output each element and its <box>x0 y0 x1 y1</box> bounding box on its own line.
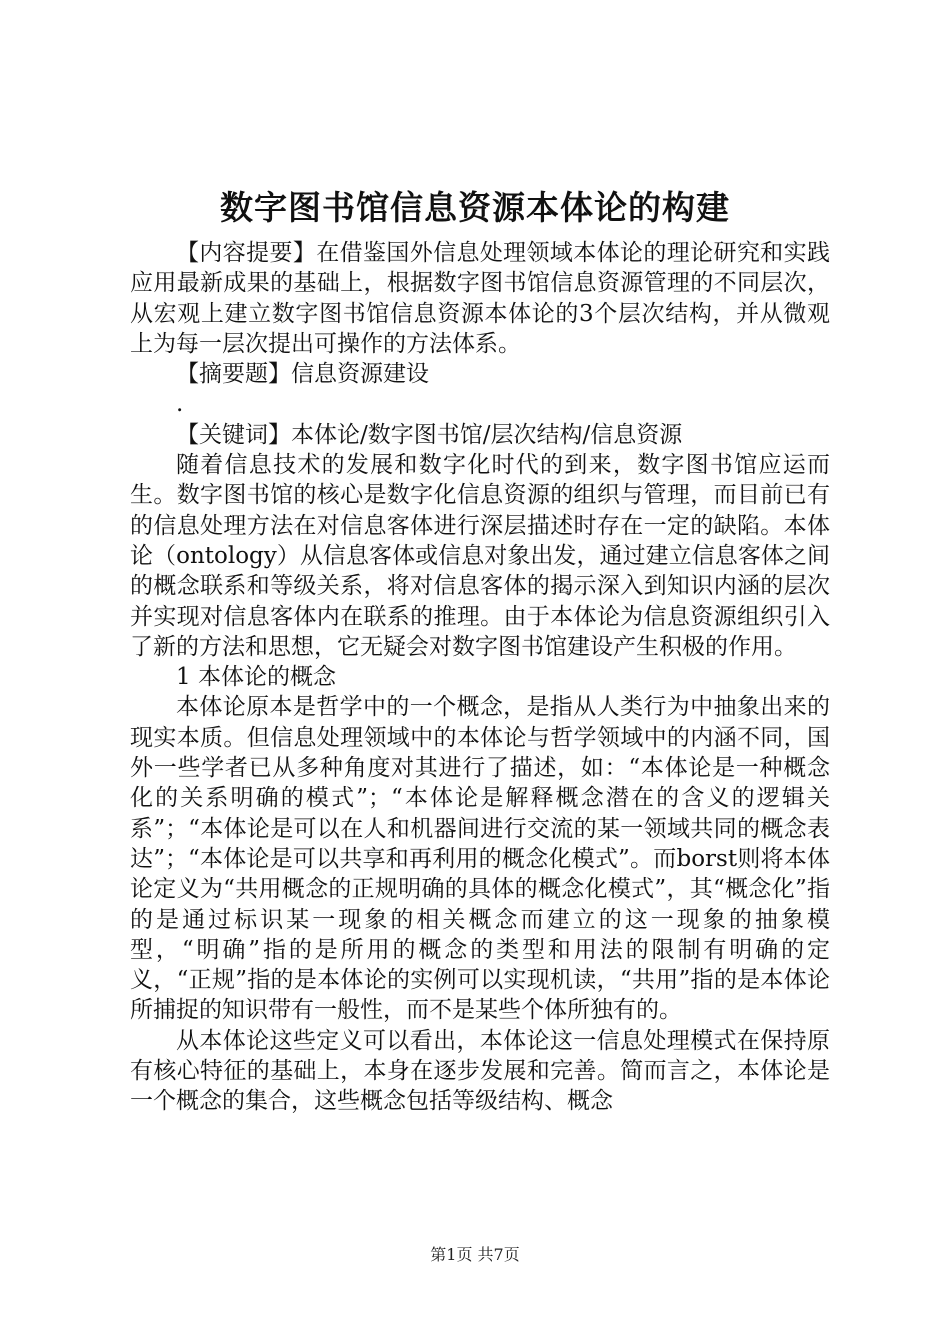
keywords-line: 【关键词】本体论/数字图书馆/层次结构/信息资源 <box>176 421 683 448</box>
separator-dot: . <box>176 391 184 418</box>
subject-line: 【摘要题】信息资源建设 <box>176 361 429 388</box>
section-paragraph-definitions: 本体论原本是哲学中的一个概念，是指从人类行为中抽象出来的现实本质。但信息处理领域中的本体论与哲学领域中的内涵不同，国外一些学者已从多种角度对其进行了描述，如：“本体论是一种概念化的关系明确的模式”；“本体论是解释概念潜在的含义的逻辑关系”；“本体论是可以在人和机器间进行交流的某一领域共同的概念表达”；“本体论是可以共享和再利用的概念化模式”。而borst则将本体论定义为“共用概念的正规明确的具体的概念化模式”，其“概念化”指的是通过标识某一现象的相关概念而建立的这一现象的抽象模型，“明确”指的是所用的概念的类型和用法的限制有明确的定义，“正规”指的是本体论的实例可以实现机读，“共用”指的是本体论所捕捉的知识带有一般性，而不是某些个体所独有的。 <box>130 694 830 1024</box>
section-paragraph-summary: 从本体论这些定义可以看出，本体论这一信息处理模式在保持原有核心特征的基础上，本身在逐步发展和完善。简而言之，本体论是一个概念的集合，这些概念包括等级结构、概念 <box>130 1027 830 1115</box>
page-footer: 第1页 共7页 <box>430 1245 520 1264</box>
document-title: 数字图书馆信息资源本体论的构建 <box>220 188 730 227</box>
intro-paragraph: 随着信息技术的发展和数字化时代的到来，数字图书馆应运而生。数字图书馆的核心是数字化信息资源的组织与管理，而目前已有的信息处理方法在对信息客体进行深层描述时存在一定的缺陷。本体论（ontology）从信息客体或信息对象出发，通过建立信息客体之间的概念联系和等级关系，将对信息客体的揭示深入到知识内涵的层次并实现对信息客体内在联系的推理。由于本体论为信息资源组织引入了新的方法和思想，它无疑会对数字图书馆建设产生积极的作用。 <box>130 452 830 660</box>
document-body <box>130 238 830 1117</box>
section-heading: 1 本体论的概念 <box>176 664 336 691</box>
abstract-paragraph: 【内容提要】在借鉴国外信息处理领域本体论的理论研究和实践应用最新成果的基础上，根据数字图书馆信息资源管理的不同层次，从宏观上建立数字图书馆信息资源本体论的3个层次结构，并从微观上为每一层次提出可操作的方法体系。 <box>130 240 830 357</box>
